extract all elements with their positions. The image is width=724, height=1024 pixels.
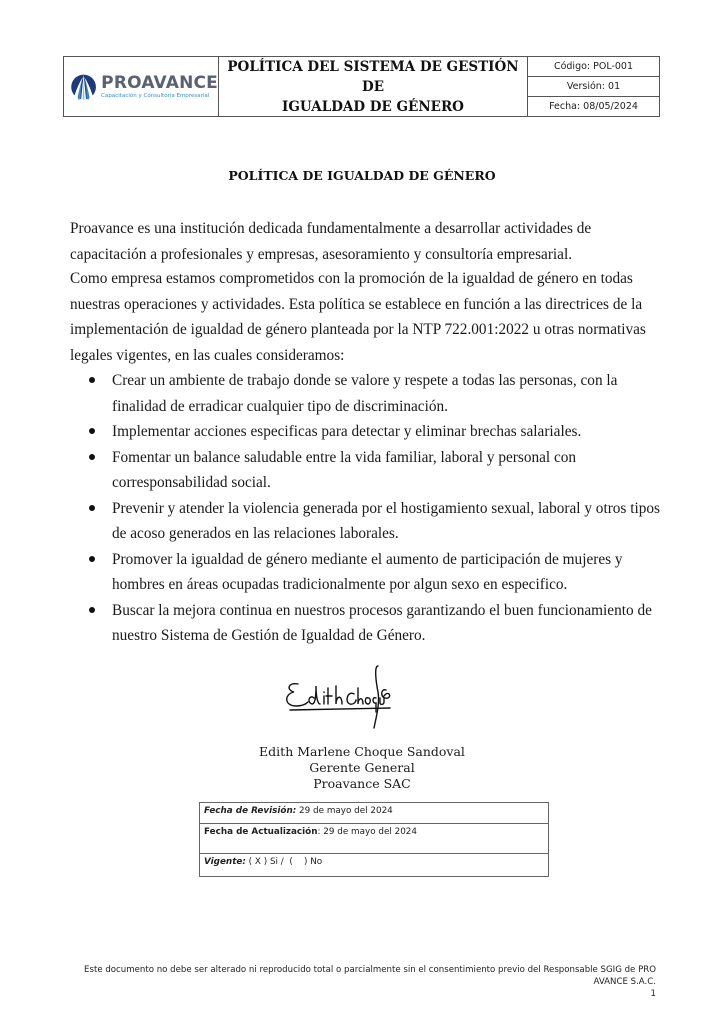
header-meta	[528, 57, 659, 116]
document-date: Fecha: 08/05/2024	[549, 101, 638, 112]
revision-date-value: 29 de mayo del 2024	[296, 806, 393, 816]
bullet-icon	[89, 454, 95, 460]
list-item-text: Promover la igualdad de género mediante el aumento de participación de mujeres y hombres en áreas ocupadas tradicionalmente por algun sexo en especifico.	[112, 550, 623, 593]
bullet-icon	[89, 556, 95, 562]
header-title-line1: POLÍTICA DEL SISTEMA DE GESTIÓN DE	[227, 58, 519, 95]
list-item-text: Prevenir y atender la violencia generada por el hostigamiento sexual, laboral y otros tipos de acoso generados en las relaciones laborales.	[112, 499, 660, 542]
footer-notice-line1: Este documento no debe ser alterado ni reproducido total o parcialmente sin el consentimiento previo del Responsable SGIG de PRO	[84, 965, 656, 975]
commitment-paragraph: Como empresa estamos comprometidos con la promoción de la igualdad de género en todas nuestras operaciones y actividades. Esta política se establece en función a las directrices de la implementación de igualdad de género planteada por la NTP 722.001:2022 u otras normativas legales vigentes, en las cuales consideramos:	[70, 270, 646, 364]
signer-company: Proavance SAC	[313, 776, 411, 791]
list-item-text: Implementar acciones especificas para detectar y eliminar brechas salariales.	[112, 423, 582, 440]
list-item	[70, 496, 660, 547]
page-footer	[56, 964, 656, 1000]
revision-date-label: Fecha de Revisión:	[204, 806, 297, 816]
policy-list	[70, 368, 660, 649]
revision-table	[199, 802, 549, 877]
intro-paragraph: Proavance es una institución dedicada fundamentalmente a desarrollar actividades de capacitación a profesionales y empresas, asesoramiento y consultoría empresarial.	[70, 220, 592, 263]
logo-tagline: Capacitación y Consultoría Empresarial	[101, 93, 210, 99]
list-item-text: Buscar la mejora continua en nuestros procesos garantizando el buen funcionamiento de nuestro Sistema de Gestión de Igualdad de Género.	[112, 601, 652, 644]
signer-role: Gerente General	[309, 760, 415, 775]
bullet-icon	[89, 607, 95, 613]
list-item	[70, 547, 660, 598]
update-date-value: : 29 de mayo del 2024	[317, 827, 417, 837]
list-item	[70, 598, 660, 649]
footer-notice-line2: AVANCE S.A.C.	[593, 977, 656, 987]
revision-date-row	[200, 803, 548, 824]
signer-name: Edith Marlene Choque Sandoval	[259, 744, 465, 759]
proavance-logo-icon	[70, 65, 97, 109]
header-title-line2: IGUALDAD DE GÉNERO	[282, 98, 464, 115]
bullet-icon	[89, 377, 95, 383]
vigente-value: ( X ) Si / ( ) No	[245, 857, 323, 867]
page-title: POLÍTICA DE IGUALDAD DE GÉNERO	[228, 168, 496, 183]
vigente-label: Vigente:	[204, 857, 246, 867]
update-date-label: Fecha de Actualización	[204, 827, 318, 837]
list-item-text: Fomentar un balance saludable entre la vida familiar, laboral y personal con corresponsabilidad social.	[112, 448, 577, 491]
document-version: Versión: 01	[528, 77, 659, 97]
list-item-text: Crear un ambiente de trabajo donde se valore y respete a todas las personas, con la finalidad de erradicar cualquier tipo de discriminación.	[112, 372, 618, 415]
logo-name: PROAVANCE	[101, 73, 218, 93]
document-code: Código: POL-001	[528, 57, 659, 77]
signer-block	[0, 744, 724, 792]
bullet-icon	[89, 505, 95, 511]
header-title	[219, 57, 528, 116]
logo-text	[101, 74, 218, 99]
update-date-row	[200, 824, 548, 854]
signature-icon	[280, 662, 400, 732]
vigente-row	[200, 854, 548, 876]
list-item	[70, 419, 660, 445]
list-item	[70, 368, 660, 419]
document-header-table	[63, 56, 660, 117]
page-number: 1	[650, 989, 656, 999]
logo-cell	[64, 57, 219, 116]
bullet-icon	[89, 428, 95, 434]
list-item	[70, 445, 660, 496]
